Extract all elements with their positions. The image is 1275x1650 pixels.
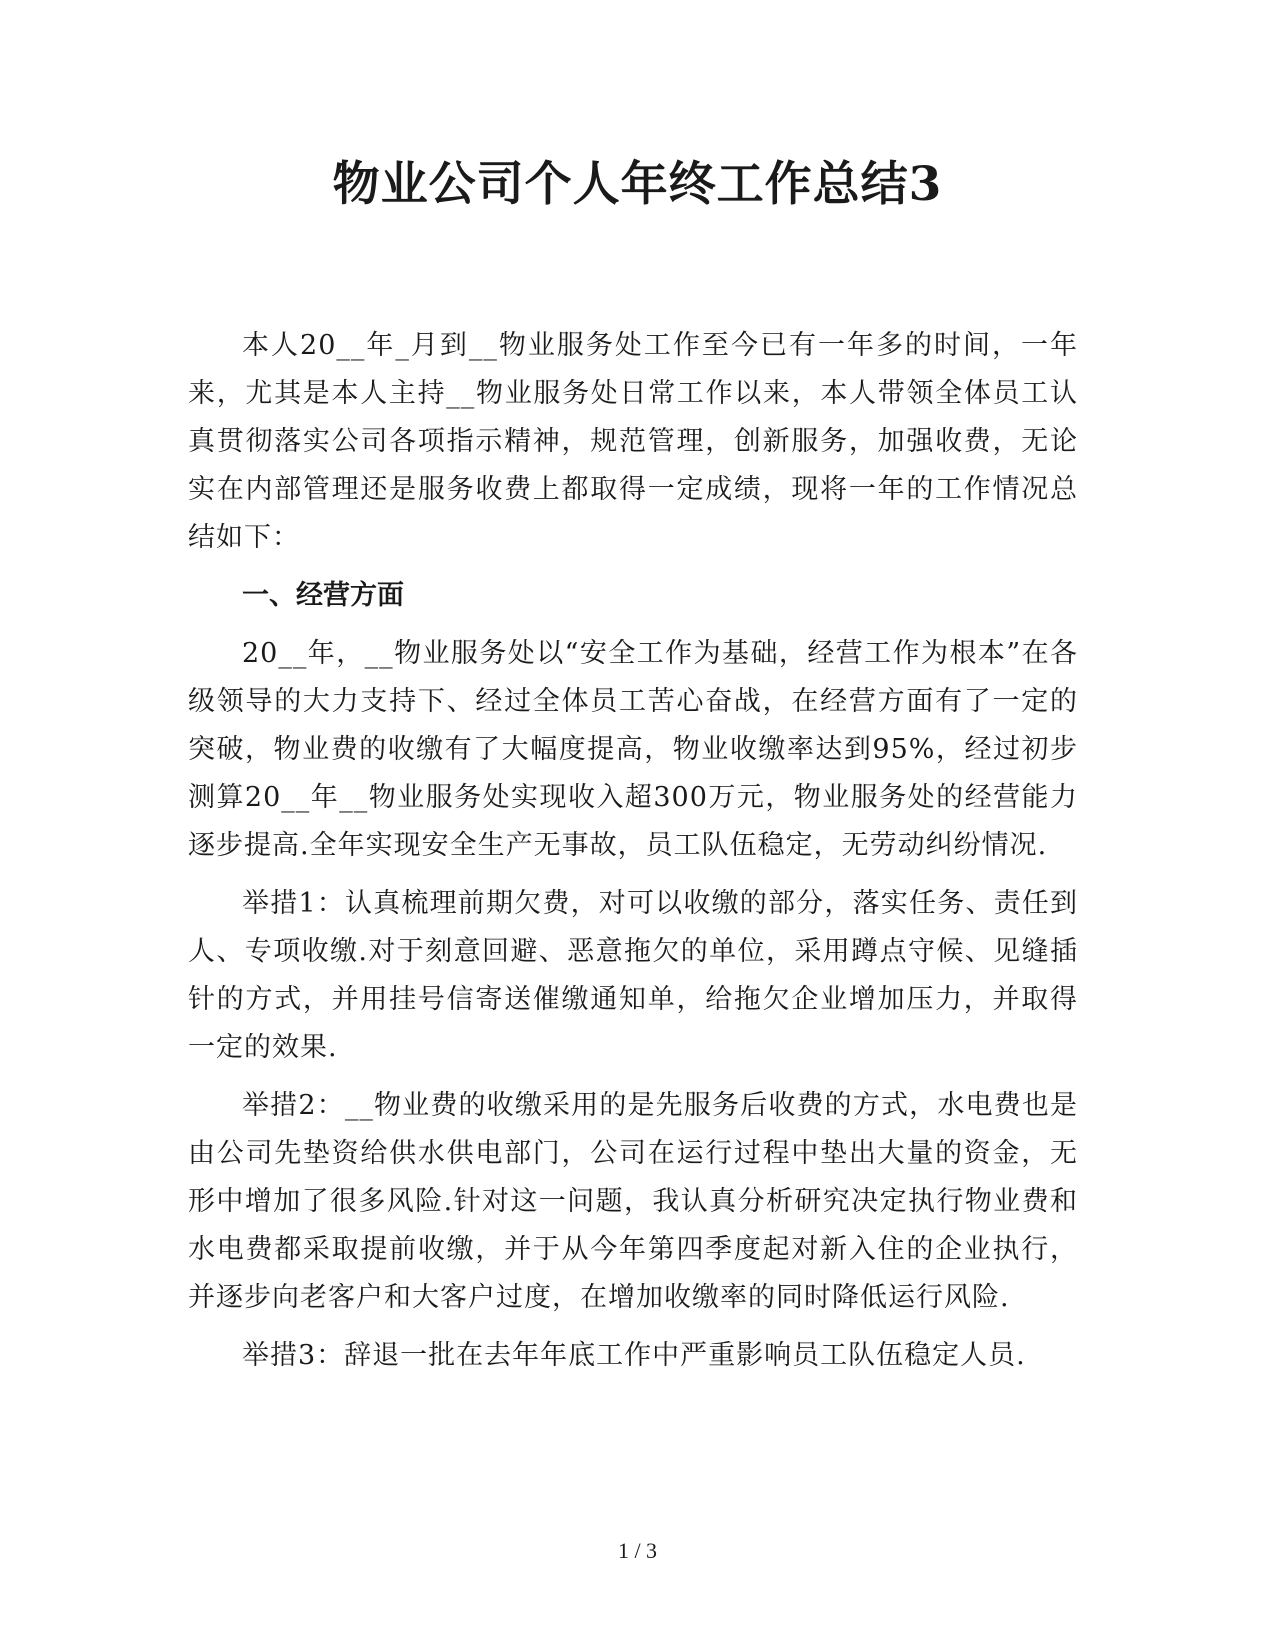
section-heading-operations: 一、经营方面 [242, 580, 404, 611]
page-number: 1 / 3 [617, 1538, 658, 1563]
document-body [188, 322, 1078, 1390]
measure-1-paragraph: 举措1：认真梳理前期欠费，对可以收缴的部分，落实任务、责任到人、专项收缴.对于刻意回避、恶意拖欠的单位，采用蹲点守候、见缝插针的方式，并用挂号信寄送催缴通知单，给拖欠企业增加压力，并取得一定的效果. [188, 888, 1078, 1063]
measure-3-paragraph: 举措3：辞退一批在去年年底工作中严重影响员工队伍稳定人员. [242, 1340, 1026, 1371]
document-title: 物业公司个人年终工作总结3 [332, 157, 943, 212]
measure-2-paragraph: 举措2：__物业费的收缴采用的是先服务后收费的方式，水电费也是由公司先垫资给供水供电部门，公司在运行过程中垫出大量的资金，无形中增加了很多风险.针对这一问题，我认真分析研究决定执行物业费和水电费都采取提前收缴，并于从今年第四季度起对新入住的企业执行，并逐步向老客户和大客户过度，在增加收缴率的同时降低运行风险. [188, 1090, 1078, 1313]
intro-paragraph: 本人20__年_月到__物业服务处工作至今已有一年多的时间，一年来，尤其是本人主持__物业服务处日常工作以来，本人带领全体员工认真贯彻落实公司各项指示精神，规范管理，创新服务，加强收费，无论实在内部管理还是服务收费上都取得一定成绩，现将一年的工作情况总结如下： [188, 330, 1078, 553]
operations-paragraph: 20__年，__物业服务处以“安全工作为基础，经营工作为根本”在各级领导的大力支持下、经过全体员工苦心奋战，在经营方面有了一定的突破，物业费的收缴有了大幅度提高，物业收缴率达到95%，经过初步测算20__年__物业服务处实现收入超300万元，物业服务处的经营能力逐步提高.全年实现安全生产无事故，员工队伍稳定，无劳动纠纷情况. [188, 638, 1078, 861]
